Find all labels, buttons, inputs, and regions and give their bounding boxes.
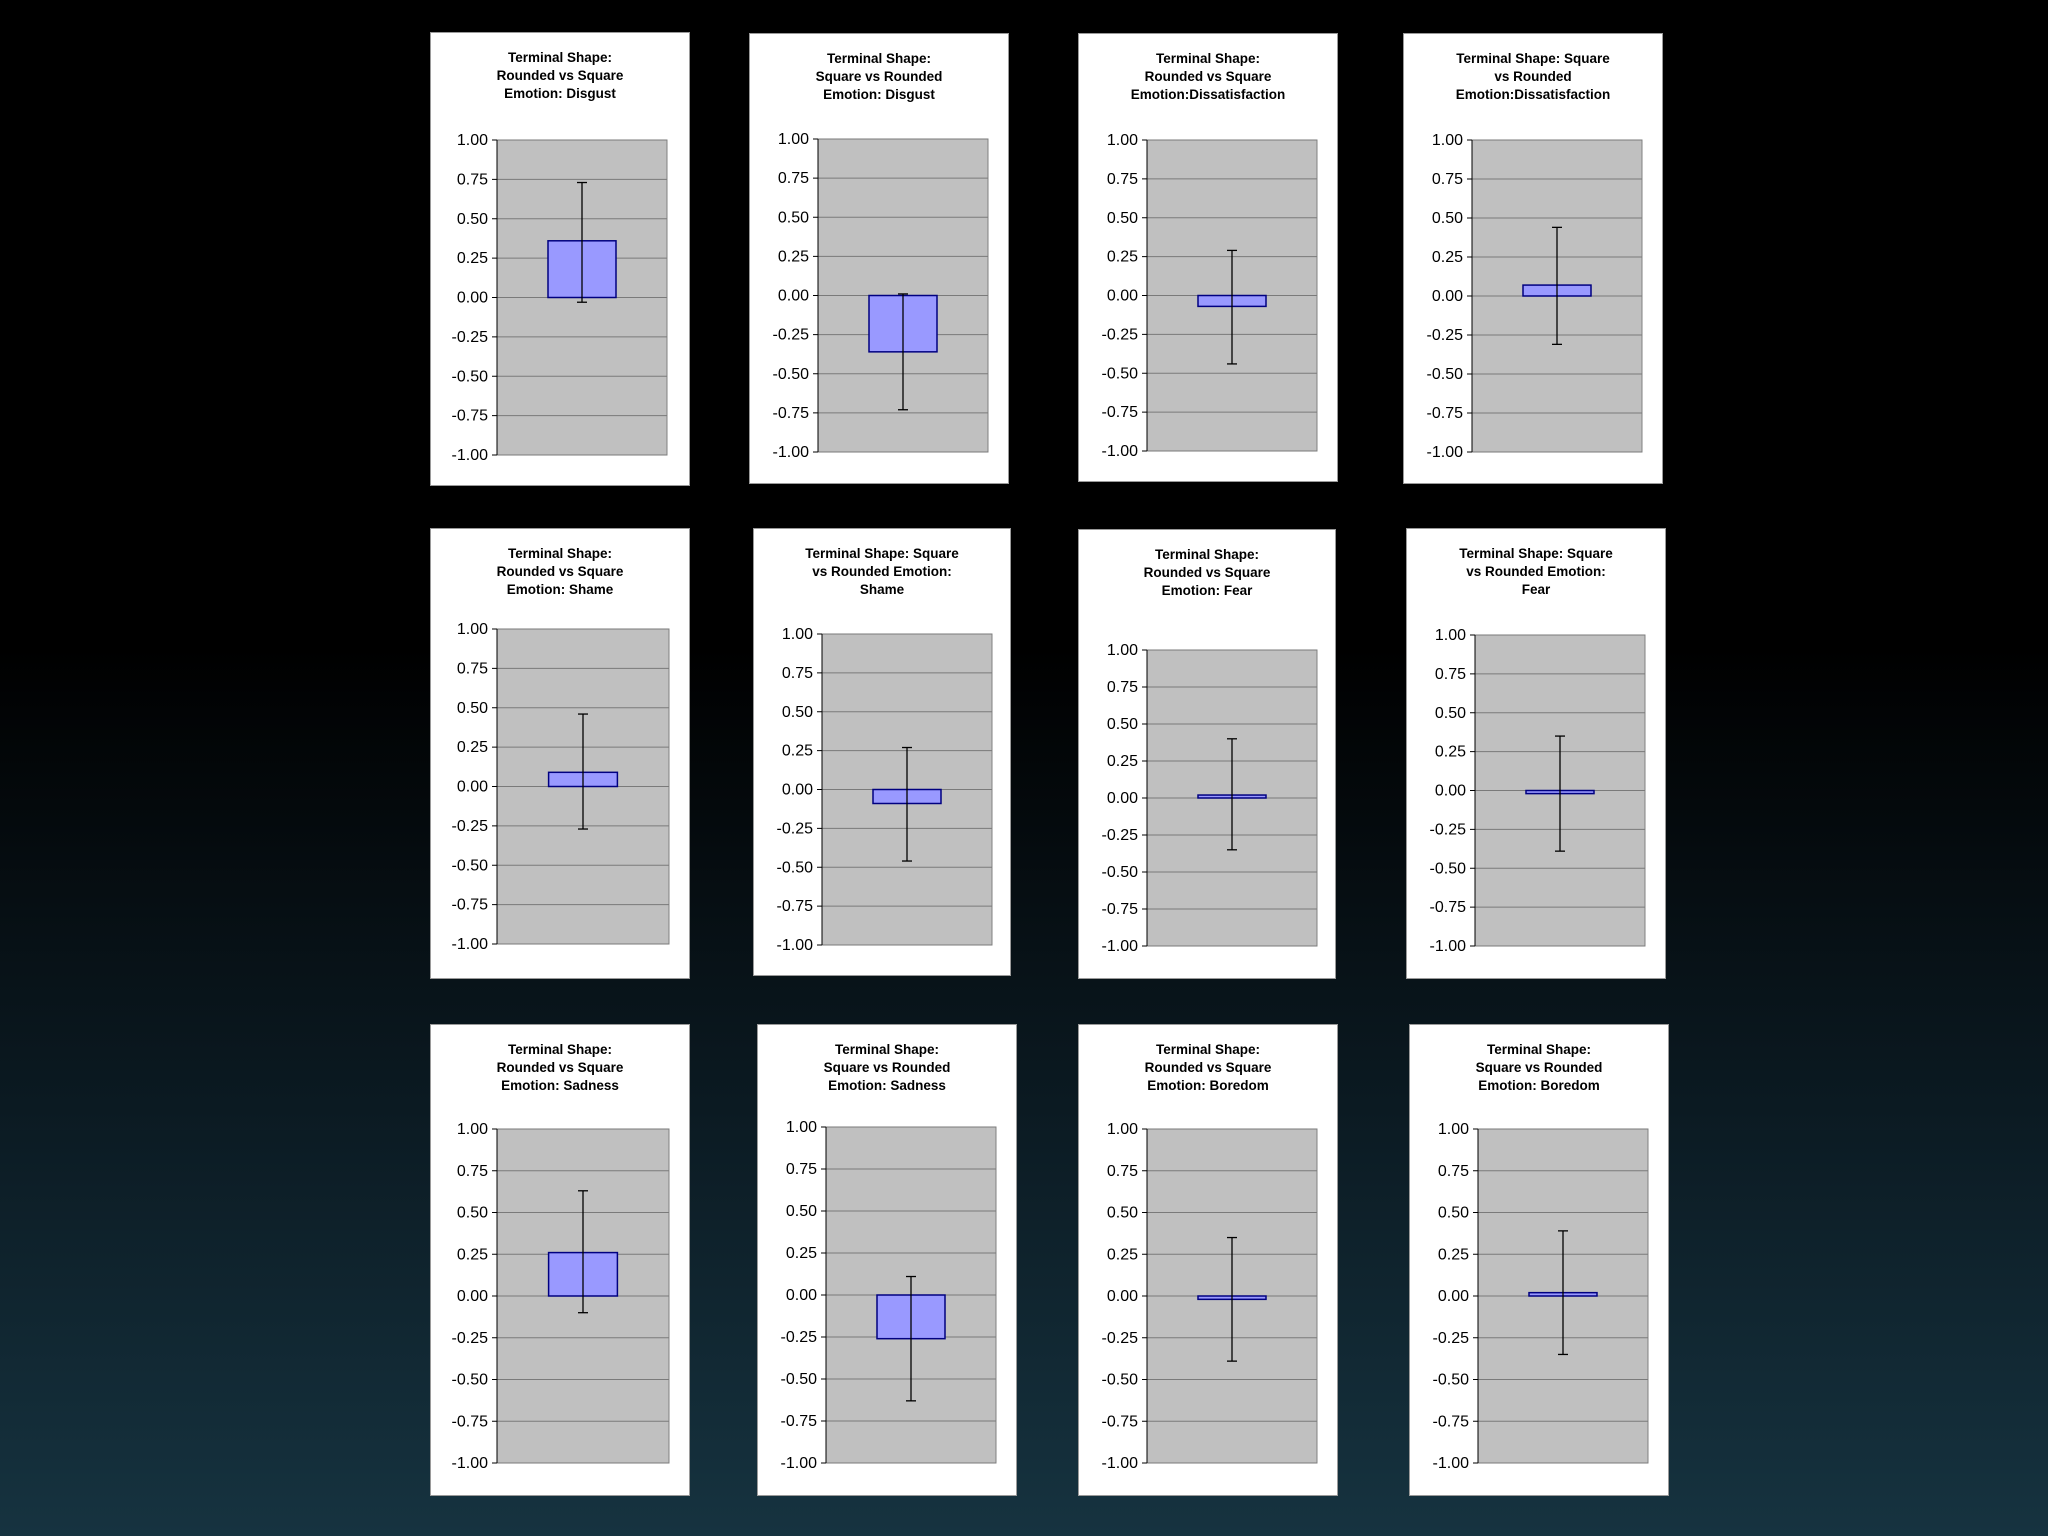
y-tick-label: -0.75 (772, 404, 809, 422)
y-tick-label: 0.25 (1431, 249, 1463, 266)
chart-title: Terminal Shape: Square vs Rounded Emotion: Fear (1459, 546, 1613, 597)
bar-chart (758, 1025, 1018, 1497)
y-tick-label: 0.00 (1106, 287, 1138, 305)
y-tick-label: 0.25 (781, 742, 813, 760)
y-tick-label: 0.50 (781, 703, 813, 721)
y-tick-label: 0.75 (781, 664, 813, 682)
y-tick-label: -0.50 (1101, 1371, 1138, 1389)
chart-title: Terminal Shape: Rounded vs Square Emotion: Boredom (1144, 1042, 1272, 1093)
bar-chart (431, 33, 691, 487)
chart-title: Terminal Shape: Square vs Rounded Emotion: Disgust (815, 51, 943, 102)
y-tick-label: 0.75 (456, 171, 488, 189)
y-tick-label: 1.00 (456, 1121, 488, 1138)
y-tick-label: 0.75 (1106, 679, 1138, 696)
y-tick-label: -1.00 (1101, 1455, 1138, 1472)
y-tick-label: 1.00 (1437, 1121, 1469, 1138)
y-tick-label: 1.00 (777, 131, 809, 148)
y-tick-label: 0.00 (785, 1287, 817, 1304)
chart-card (1078, 529, 1336, 979)
y-tick-label: 0.50 (1106, 716, 1138, 733)
y-tick-label: -0.25 (1101, 326, 1138, 344)
y-tick-label: 0.50 (1437, 1204, 1469, 1222)
y-tick-label: 1.00 (781, 626, 813, 643)
y-tick-label: -0.50 (772, 365, 809, 383)
y-tick-label: 0.00 (456, 1288, 488, 1305)
chart-title: Terminal Shape: Square vs Rounded Emotion: Shame (805, 546, 959, 597)
y-tick-label: -0.50 (780, 1371, 817, 1388)
y-tick-label: -0.75 (451, 407, 488, 425)
y-tick-label: 0.00 (456, 778, 488, 796)
y-tick-label: 1.00 (1106, 1121, 1138, 1138)
chart-card (430, 32, 690, 486)
y-tick-label: 0.00 (1106, 790, 1138, 807)
y-tick-label: -1.00 (1432, 1455, 1469, 1472)
y-tick-label: -0.75 (1101, 901, 1138, 918)
y-tick-label: -0.25 (1101, 827, 1138, 844)
y-tick-label: 0.00 (777, 287, 809, 305)
bar-chart (1079, 1025, 1339, 1497)
y-tick-label: 0.25 (785, 1245, 817, 1262)
y-tick-label: -0.50 (1432, 1371, 1469, 1389)
y-tick-label: -0.75 (451, 896, 488, 914)
y-tick-label: -1.00 (780, 1455, 817, 1472)
chart-card (1078, 1024, 1338, 1496)
y-tick-label: 0.75 (1434, 665, 1466, 683)
y-tick-label: -0.75 (1426, 405, 1463, 422)
chart-card (1078, 33, 1338, 482)
chart-title: Terminal Shape: Rounded vs Square Emotion: Fear (1143, 547, 1271, 598)
y-tick-label: -0.50 (451, 1371, 488, 1389)
y-tick-label: 0.50 (456, 699, 488, 717)
y-tick-label: 0.50 (777, 209, 809, 227)
y-tick-label: -0.75 (1432, 1413, 1469, 1431)
bar-chart (750, 34, 1010, 485)
y-tick-label: -0.75 (1101, 1413, 1138, 1431)
chart-title: Terminal Shape: Rounded vs Square Emotion:Dissatisfaction (1130, 51, 1286, 102)
y-tick-label: -0.50 (451, 368, 488, 386)
chart-card (430, 1024, 690, 1496)
bar-chart (431, 1025, 691, 1497)
y-tick-label: -0.75 (1101, 404, 1138, 422)
y-tick-label: 0.50 (785, 1203, 817, 1220)
chart-title: Terminal Shape: Rounded vs Square Emotion: Shame (496, 546, 624, 597)
y-tick-label: 0.75 (777, 170, 809, 188)
chart-title: Terminal Shape: Square vs Rounded Emotion:Dissatisfaction (1455, 51, 1611, 102)
y-tick-label: -0.75 (451, 1413, 488, 1431)
chart-card (757, 1024, 1017, 1496)
y-tick-label: 0.50 (456, 210, 488, 228)
y-tick-label: 0.25 (456, 739, 488, 757)
y-tick-label: -1.00 (451, 936, 488, 953)
y-tick-label: -0.25 (776, 820, 813, 838)
y-tick-label: 1.00 (1106, 642, 1138, 659)
chart-title: Terminal Shape: Rounded vs Square Emotion: Disgust (496, 50, 624, 101)
y-tick-label: 1.00 (1431, 132, 1463, 149)
y-tick-label: 0.50 (1106, 209, 1138, 227)
y-tick-label: -0.25 (1426, 327, 1463, 344)
y-tick-label: -0.25 (451, 1329, 488, 1347)
bar-chart (1079, 34, 1339, 483)
y-tick-label: 1.00 (1434, 627, 1466, 644)
y-tick-label: 0.25 (1106, 753, 1138, 770)
y-tick-label: 0.00 (456, 289, 488, 307)
chart-title: Terminal Shape: Square vs Rounded Emotion: Sadness (823, 1042, 951, 1093)
bar-chart (1404, 34, 1664, 485)
y-tick-label: -1.00 (1101, 938, 1138, 955)
y-tick-label: 0.00 (1106, 1288, 1138, 1305)
y-tick-label: 0.75 (1106, 1162, 1138, 1180)
y-tick-label: 1.00 (1106, 132, 1138, 149)
y-tick-label: -0.50 (1101, 365, 1138, 383)
bar-chart (1079, 530, 1337, 980)
y-tick-label: 0.25 (777, 248, 809, 266)
y-tick-label: 0.25 (456, 1246, 488, 1264)
y-tick-label: -0.25 (780, 1329, 817, 1346)
y-tick-label: 1.00 (456, 132, 488, 149)
y-tick-label: -0.50 (776, 859, 813, 877)
chart-title: Terminal Shape: Square vs Rounded Emotion: Boredom (1475, 1042, 1603, 1093)
chart-card (1406, 528, 1666, 979)
y-tick-label: 0.75 (456, 660, 488, 678)
y-tick-label: 0.75 (456, 1162, 488, 1180)
y-tick-label: -1.00 (776, 937, 813, 954)
bar-chart (1407, 529, 1667, 980)
chart-card (1403, 33, 1663, 484)
y-tick-label: -1.00 (1429, 938, 1466, 955)
y-tick-label: -0.25 (451, 328, 488, 346)
y-tick-label: -0.25 (1429, 821, 1466, 839)
y-tick-label: -1.00 (772, 444, 809, 461)
y-tick-label: 0.50 (1434, 704, 1466, 722)
chart-card (430, 528, 690, 979)
y-tick-label: -0.25 (451, 817, 488, 835)
chart-title: Terminal Shape: Rounded vs Square Emotion: Sadness (496, 1042, 624, 1093)
y-tick-label: -0.50 (451, 857, 488, 875)
y-tick-label: 0.75 (1437, 1162, 1469, 1180)
bar-chart (431, 529, 691, 980)
y-tick-label: 1.00 (785, 1119, 817, 1136)
y-tick-label: 0.25 (1106, 248, 1138, 266)
y-tick-label: 1.00 (456, 621, 488, 638)
y-tick-label: -0.25 (1101, 1329, 1138, 1347)
chart-card (753, 528, 1011, 976)
y-tick-label: 0.75 (1106, 170, 1138, 188)
y-tick-label: 0.75 (1431, 171, 1463, 188)
chart-card (1409, 1024, 1669, 1496)
bar-chart (754, 529, 1012, 977)
bar-chart (1410, 1025, 1670, 1497)
chart-card (749, 33, 1009, 484)
y-tick-label: 0.25 (1434, 743, 1466, 761)
y-tick-label: -0.25 (772, 326, 809, 344)
y-tick-label: 0.25 (456, 250, 488, 268)
y-tick-label: -0.50 (1426, 366, 1463, 383)
y-tick-label: 0.50 (1431, 210, 1463, 227)
y-tick-label: -0.75 (776, 898, 813, 916)
y-tick-label: 0.50 (1106, 1204, 1138, 1222)
y-tick-label: -0.75 (780, 1413, 817, 1430)
y-tick-label: 0.25 (1437, 1246, 1469, 1264)
y-tick-label: 0.00 (1437, 1288, 1469, 1305)
y-tick-label: -0.50 (1429, 860, 1466, 878)
y-tick-label: -0.25 (1432, 1329, 1469, 1347)
y-tick-label: 0.25 (1106, 1246, 1138, 1264)
y-tick-label: -1.00 (451, 1455, 488, 1472)
y-tick-label: 0.00 (1434, 782, 1466, 800)
y-tick-label: -0.75 (1429, 899, 1466, 917)
y-tick-label: -1.00 (1426, 444, 1463, 461)
y-tick-label: 0.50 (456, 1204, 488, 1222)
y-tick-label: -0.50 (1101, 864, 1138, 881)
y-tick-label: 0.00 (1431, 288, 1463, 305)
y-tick-label: -1.00 (451, 447, 488, 464)
y-tick-label: -1.00 (1101, 443, 1138, 460)
y-tick-label: 0.00 (781, 781, 813, 799)
y-tick-label: 0.75 (785, 1161, 817, 1178)
